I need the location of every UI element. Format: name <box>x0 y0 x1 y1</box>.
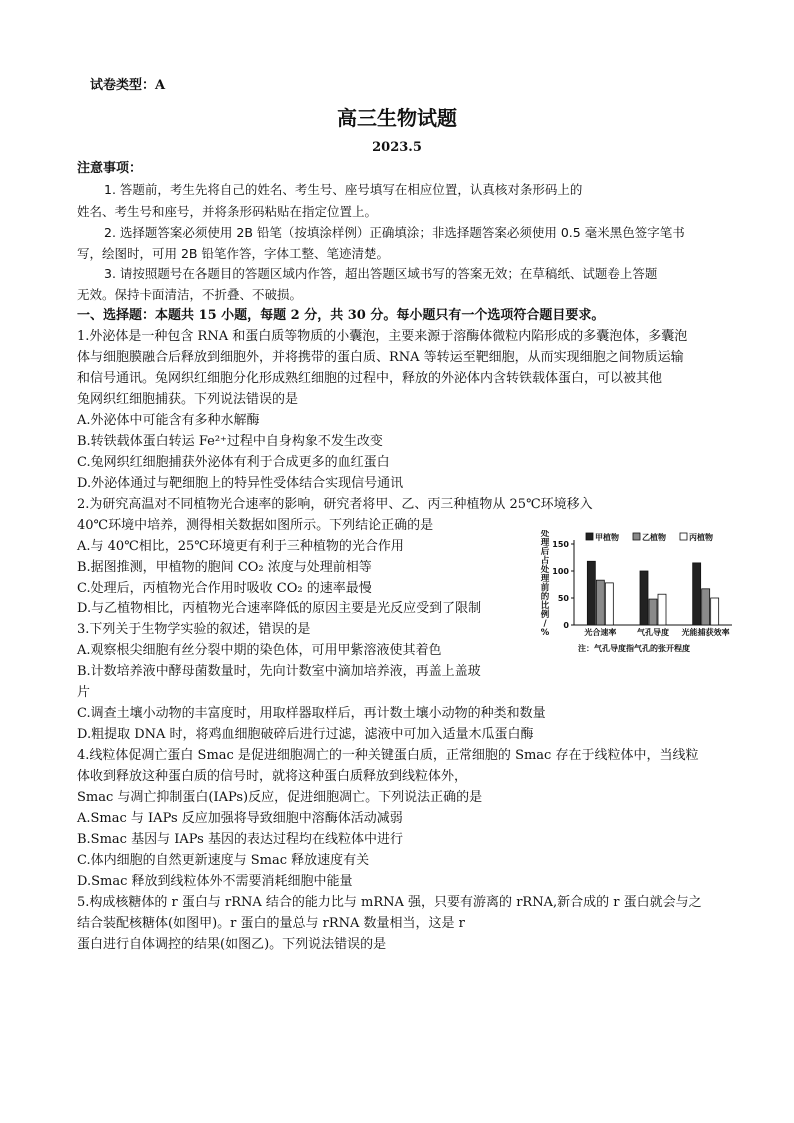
bar <box>658 594 666 625</box>
y-tick-label: 50 <box>557 594 569 603</box>
option-d: D.粗提取 DNA 时，将鸡血细胞破碎后进行过滤，滤液中可加入适量木瓜蛋白酶 <box>77 727 534 742</box>
option-c: C.兔网织红细胞捕获外泌体有利于合成更多的血红蛋白 <box>77 455 390 470</box>
x-tick-label: 光合速率 <box>584 628 617 637</box>
notice-line: 写，绘图时，可用 2B 铅笔作答，字体工整、笔迹清楚。 <box>77 246 389 261</box>
option-b: B.Smac 基因与 IAPs 基因的表达过程均在线粒体中进行 <box>77 832 403 847</box>
question-stem: 体与细胞膜融合后释放到细胞外，并将携带的蛋白质、RNA 等转运至靶细胞，从而实现细胞之间物质运输 <box>77 350 684 365</box>
bar <box>605 583 613 625</box>
bar <box>640 571 648 625</box>
notice-line: 3. 请按照题号在各题目的答题区域内作答，超出答题区域书写的答案无效；在草稿纸、试题卷上答题 <box>104 266 658 281</box>
option-a: A.与 40℃相比，25℃环境更有利于三种植物的光合作用 <box>77 539 404 554</box>
option-d: D.外泌体通过与靶细胞上的特异性受体结合实现信号通讯 <box>77 476 404 491</box>
bar <box>596 580 604 625</box>
question-stem: 5.构成核糖体的 r 蛋白与 rRNA 结合的能力比与 mRNA 强，只要有游离的 rRNA,新合成的 r 蛋白就会与之 <box>77 895 702 910</box>
bar <box>587 561 595 625</box>
section-heading: 一、选择题：本题共 15 小题，每题 2 分，共 30 分。每小题只有一个选项符合题目要求。 <box>77 308 605 323</box>
question-stem: 4.线粒体促凋亡蛋白 Smac 是促进细胞凋亡的一种关键蛋白质，正常细胞的 Smac 存在于线粒体中，当线粒 <box>77 748 699 763</box>
question-stem: 结合装配核糖体(如图甲)。r 蛋白的量总与 rRNA 数量相当，这是 r <box>77 916 465 931</box>
notice-line: 2. 选择题答案必须使用 2B 铅笔（按填涂样例）正确填涂；非选择题答案必须使用 0.5 毫米黑色签字笔书 <box>104 225 685 240</box>
question-stem: 蛋白进行自体调控的结果(如图乙)。下列说法错误的是 <box>77 937 387 952</box>
question-stem: 和信号通讯。兔网织红细胞分化形成熟红细胞的过程中，释放的外泌体内含转铁载体蛋白，可以被其他 <box>77 371 663 386</box>
y-tick-label: 100 <box>552 567 569 576</box>
y-axis-label: 处理后占处理前的比例/ % <box>540 530 550 638</box>
notice-line: 姓名、考生号和座号，并将条形码粘贴在指定位置上。 <box>77 204 378 219</box>
question-stem: 1.外泌体是一种包含 RNA 和蛋白质等物质的小囊泡，主要来源于溶酶体微粒内陷形成的多囊泡体，多囊泡 <box>77 329 688 344</box>
legend-label: 乙植物 <box>642 533 666 542</box>
exam-date: 2023.5 <box>372 140 422 155</box>
legend-label: 甲植物 <box>595 533 619 542</box>
y-tick-label: 0 <box>563 621 569 630</box>
question-stem: 兔网织红细胞捕获。下列说法错误的是 <box>77 392 299 407</box>
option-b: B.转铁载体蛋白转运 Fe²⁺过程中自身构象不发生改变 <box>77 434 383 449</box>
question-stem: 40℃环境中培养，测得相关数据如图所示。下列结论正确的是 <box>77 518 434 533</box>
legend-swatch <box>680 533 687 540</box>
legend-swatch <box>586 533 593 540</box>
bar <box>702 589 710 625</box>
question-stem: 体收到释放这种蛋白质的信号时，就将这种蛋白质释放到线粒体外， <box>77 769 468 784</box>
option-b: B.计数培养液中酵母菌数量时，先向计数室中滴加培养液，再盖上盖玻 <box>77 664 481 679</box>
x-tick-label: 气孔导度 <box>637 628 669 637</box>
bar <box>693 563 701 625</box>
question-stem: Smac 与凋亡抑制蛋白(IAPs)反应，促进细胞凋亡。下列说法正确的是 <box>77 790 483 805</box>
question-stem: 3.下列关于生物学实验的叙述，错误的是 <box>77 622 311 637</box>
option-a: A.Smac 与 IAPs 反应加强将导致细胞中溶酶体活动减弱 <box>77 811 403 826</box>
legend-label: 丙植物 <box>689 533 713 542</box>
question-stem: 2.为研究高温对不同植物光合速率的影响，研究者将甲、乙、丙三种植物从 25℃环境移入 <box>77 497 593 512</box>
notice-line: 无效。保持卡面清洁，不折叠、不破损。 <box>77 287 303 302</box>
exam-type: 试卷类型：A <box>90 78 166 93</box>
option-d: D.Smac 释放到线粒体外不需要消耗细胞中能量 <box>77 874 353 889</box>
option-c: C.体内细胞的自然更新速度与 Smac 释放速度有关 <box>77 853 370 868</box>
notice-heading: 注意事项： <box>77 161 143 176</box>
option-c: C.调查土壤小动物的丰富度时，用取样器取样后，再计数土壤小动物的种类和数量 <box>77 706 546 721</box>
option-b: 片 <box>77 685 91 700</box>
notice-line: 1. 答题前，考生先将自己的姓名、考生号、座号填写在相应位置，认真核对条形码上的 <box>104 182 583 197</box>
page-title: 高三生物试题 <box>337 106 457 130</box>
option-b: B.据图推测，甲植物的胞间 CO₂ 浓度与处理前相等 <box>77 560 372 575</box>
option-a: A.外泌体中可能含有多种水解酶 <box>77 413 260 428</box>
option-c: C.处理后，丙植物光合作用时吸收 CO₂ 的速率最慢 <box>77 581 372 596</box>
bar-chart <box>540 530 735 660</box>
chart-note: 注：气孔导度指气孔的张开程度 <box>578 644 690 653</box>
x-tick-label: 光能捕获效率 <box>681 628 730 637</box>
bar <box>711 598 719 625</box>
y-tick-label: 150 <box>552 540 569 549</box>
bar <box>649 599 657 625</box>
option-a: A.观察根尖细胞有丝分裂中期的染色体，可用甲紫溶液使其着色 <box>77 643 442 658</box>
option-d: D.与乙植物相比，丙植物光合速率降低的原因主要是光反应受到了限制 <box>77 601 482 616</box>
legend-swatch <box>633 533 640 540</box>
